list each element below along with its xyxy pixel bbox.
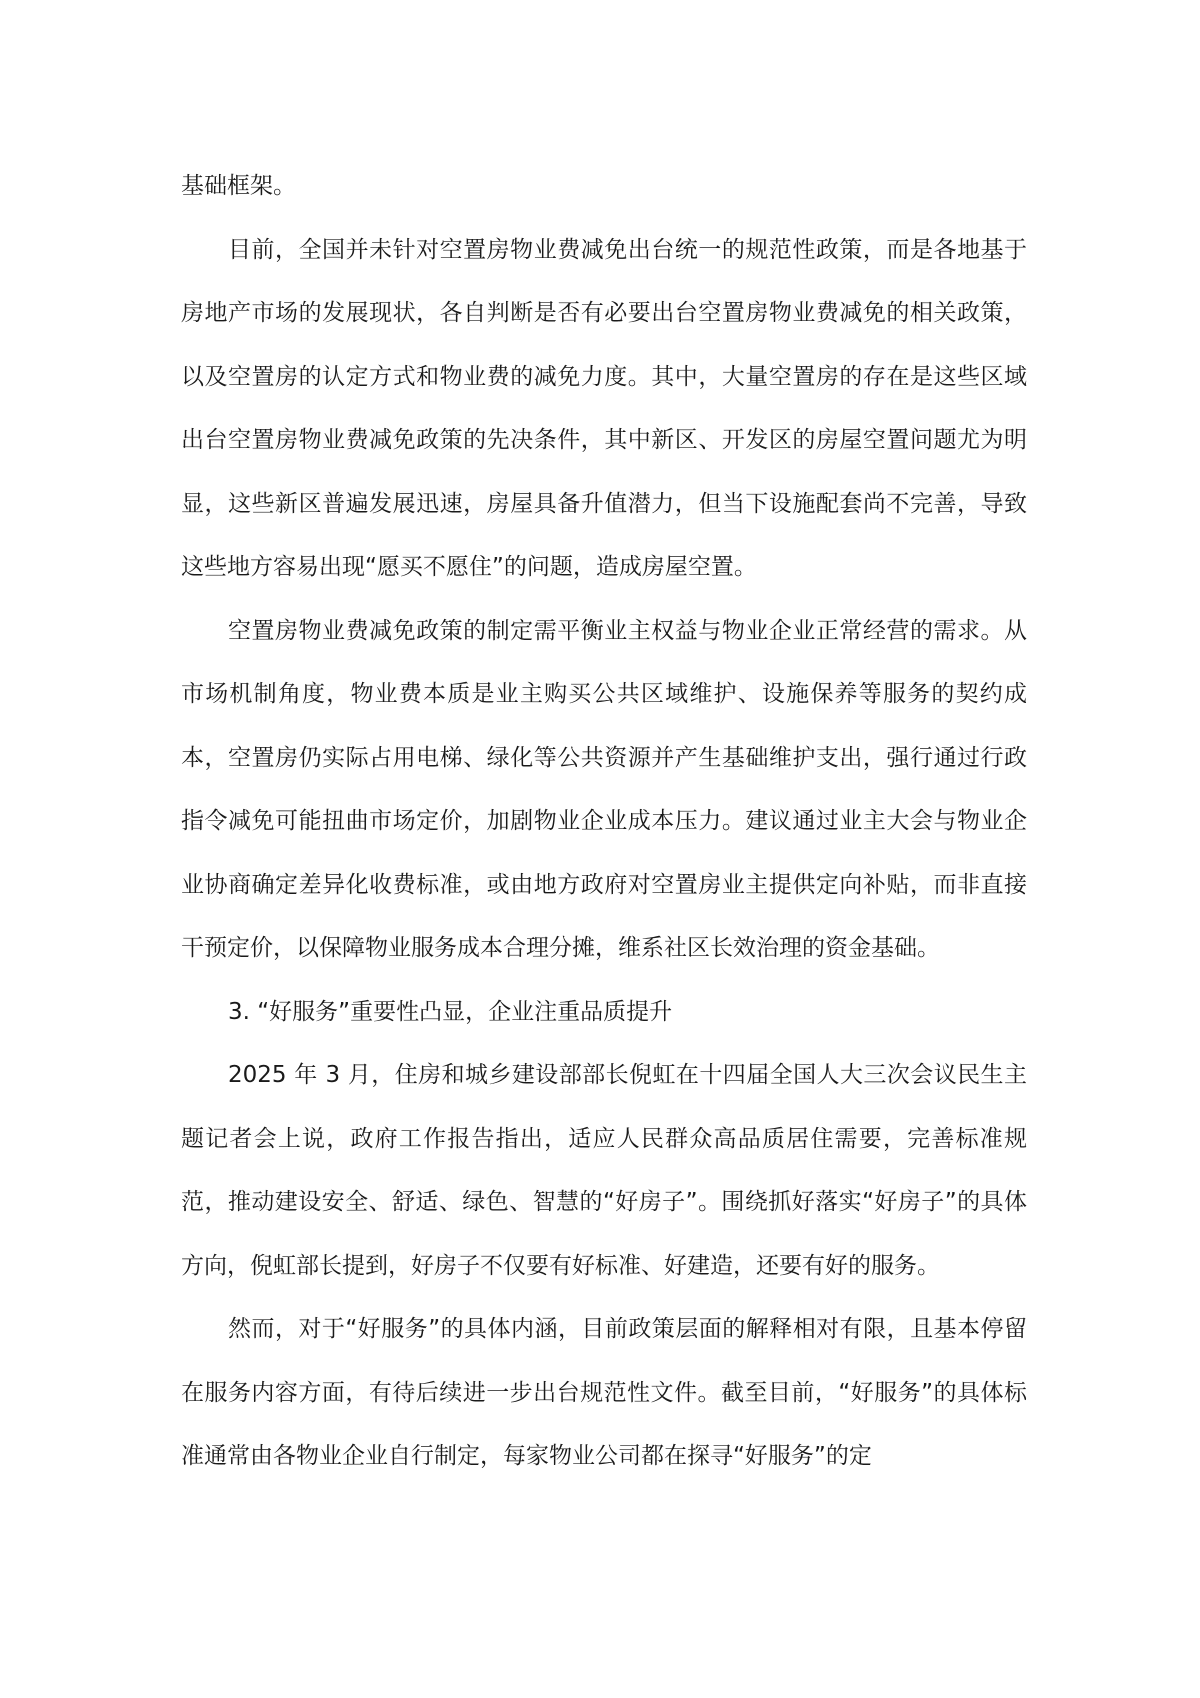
paragraph-good-housing: 2025 年 3 月，住房和城乡建设部部长倪虹在十四届全国人大三次会议民生主题记者会上说，政府工作报告指出，适应人民群众高品质居住需要，完善标准规范，推动建设安全、舒适、绿色、智慧的“好房子”。围绕抓好落实“好房子”的具体方向，倪虹部长提到，好房子不仅要有好标准、好建造，还要有好的服务。	[181, 1062, 1027, 1279]
paragraph-continuation: 基础框架。	[181, 173, 296, 199]
section-heading-good-service: 3. “好服务”重要性凸显，企业注重品质提升	[228, 998, 673, 1025]
paragraph-vacant-housing-policy: 目前，全国并未针对空置房物业费减免出台统一的规范性政策，而是各地基于房地产市场的发展现状，各自判断是否有必要出台空置房物业费减免的相关政策，以及空置房的认定方式和物业费的减免力度。其中，大量空置房的存在是这些区域出台空置房物业费减免政策的先决条件，其中新区、开发区的房屋空置问题尤为明显，这些新区普遍发展迅速，房屋具备升值潜力，但当下设施配套尚不完善，导致这些地方容易出现“愿买不愿住”的问题，造成房屋空置。	[181, 236, 1027, 580]
body-text	[181, 155, 1027, 1489]
paragraph-good-service-definition: 然而，对于“好服务”的具体内涵，目前政策层面的解释相对有限，且基本停留在服务内容方面，有待后续进一步出台规范性文件。截至目前，“好服务”的具体标准通常由各物业企业自行制定，每家物业公司都在探寻“好服务”的定	[181, 1316, 1027, 1469]
paragraph-fee-reduction-balance: 空置房物业费减免政策的制定需平衡业主权益与物业企业正常经营的需求。从市场机制角度，物业费本质是业主购买公共区域维护、设施保养等服务的契约成本，空置房仍实际占用电梯、绿化等公共资源并产生基础维护支出，强行通过行政指令减免可能扭曲市场定价，加剧物业企业成本压力。建议通过业主大会与物业企业协商确定差异化收费标准，或由地方政府对空置房业主提供定向补贴，而非直接干预定价，以保障物业服务成本合理分摊，维系社区长效治理的资金基础。	[181, 617, 1027, 961]
